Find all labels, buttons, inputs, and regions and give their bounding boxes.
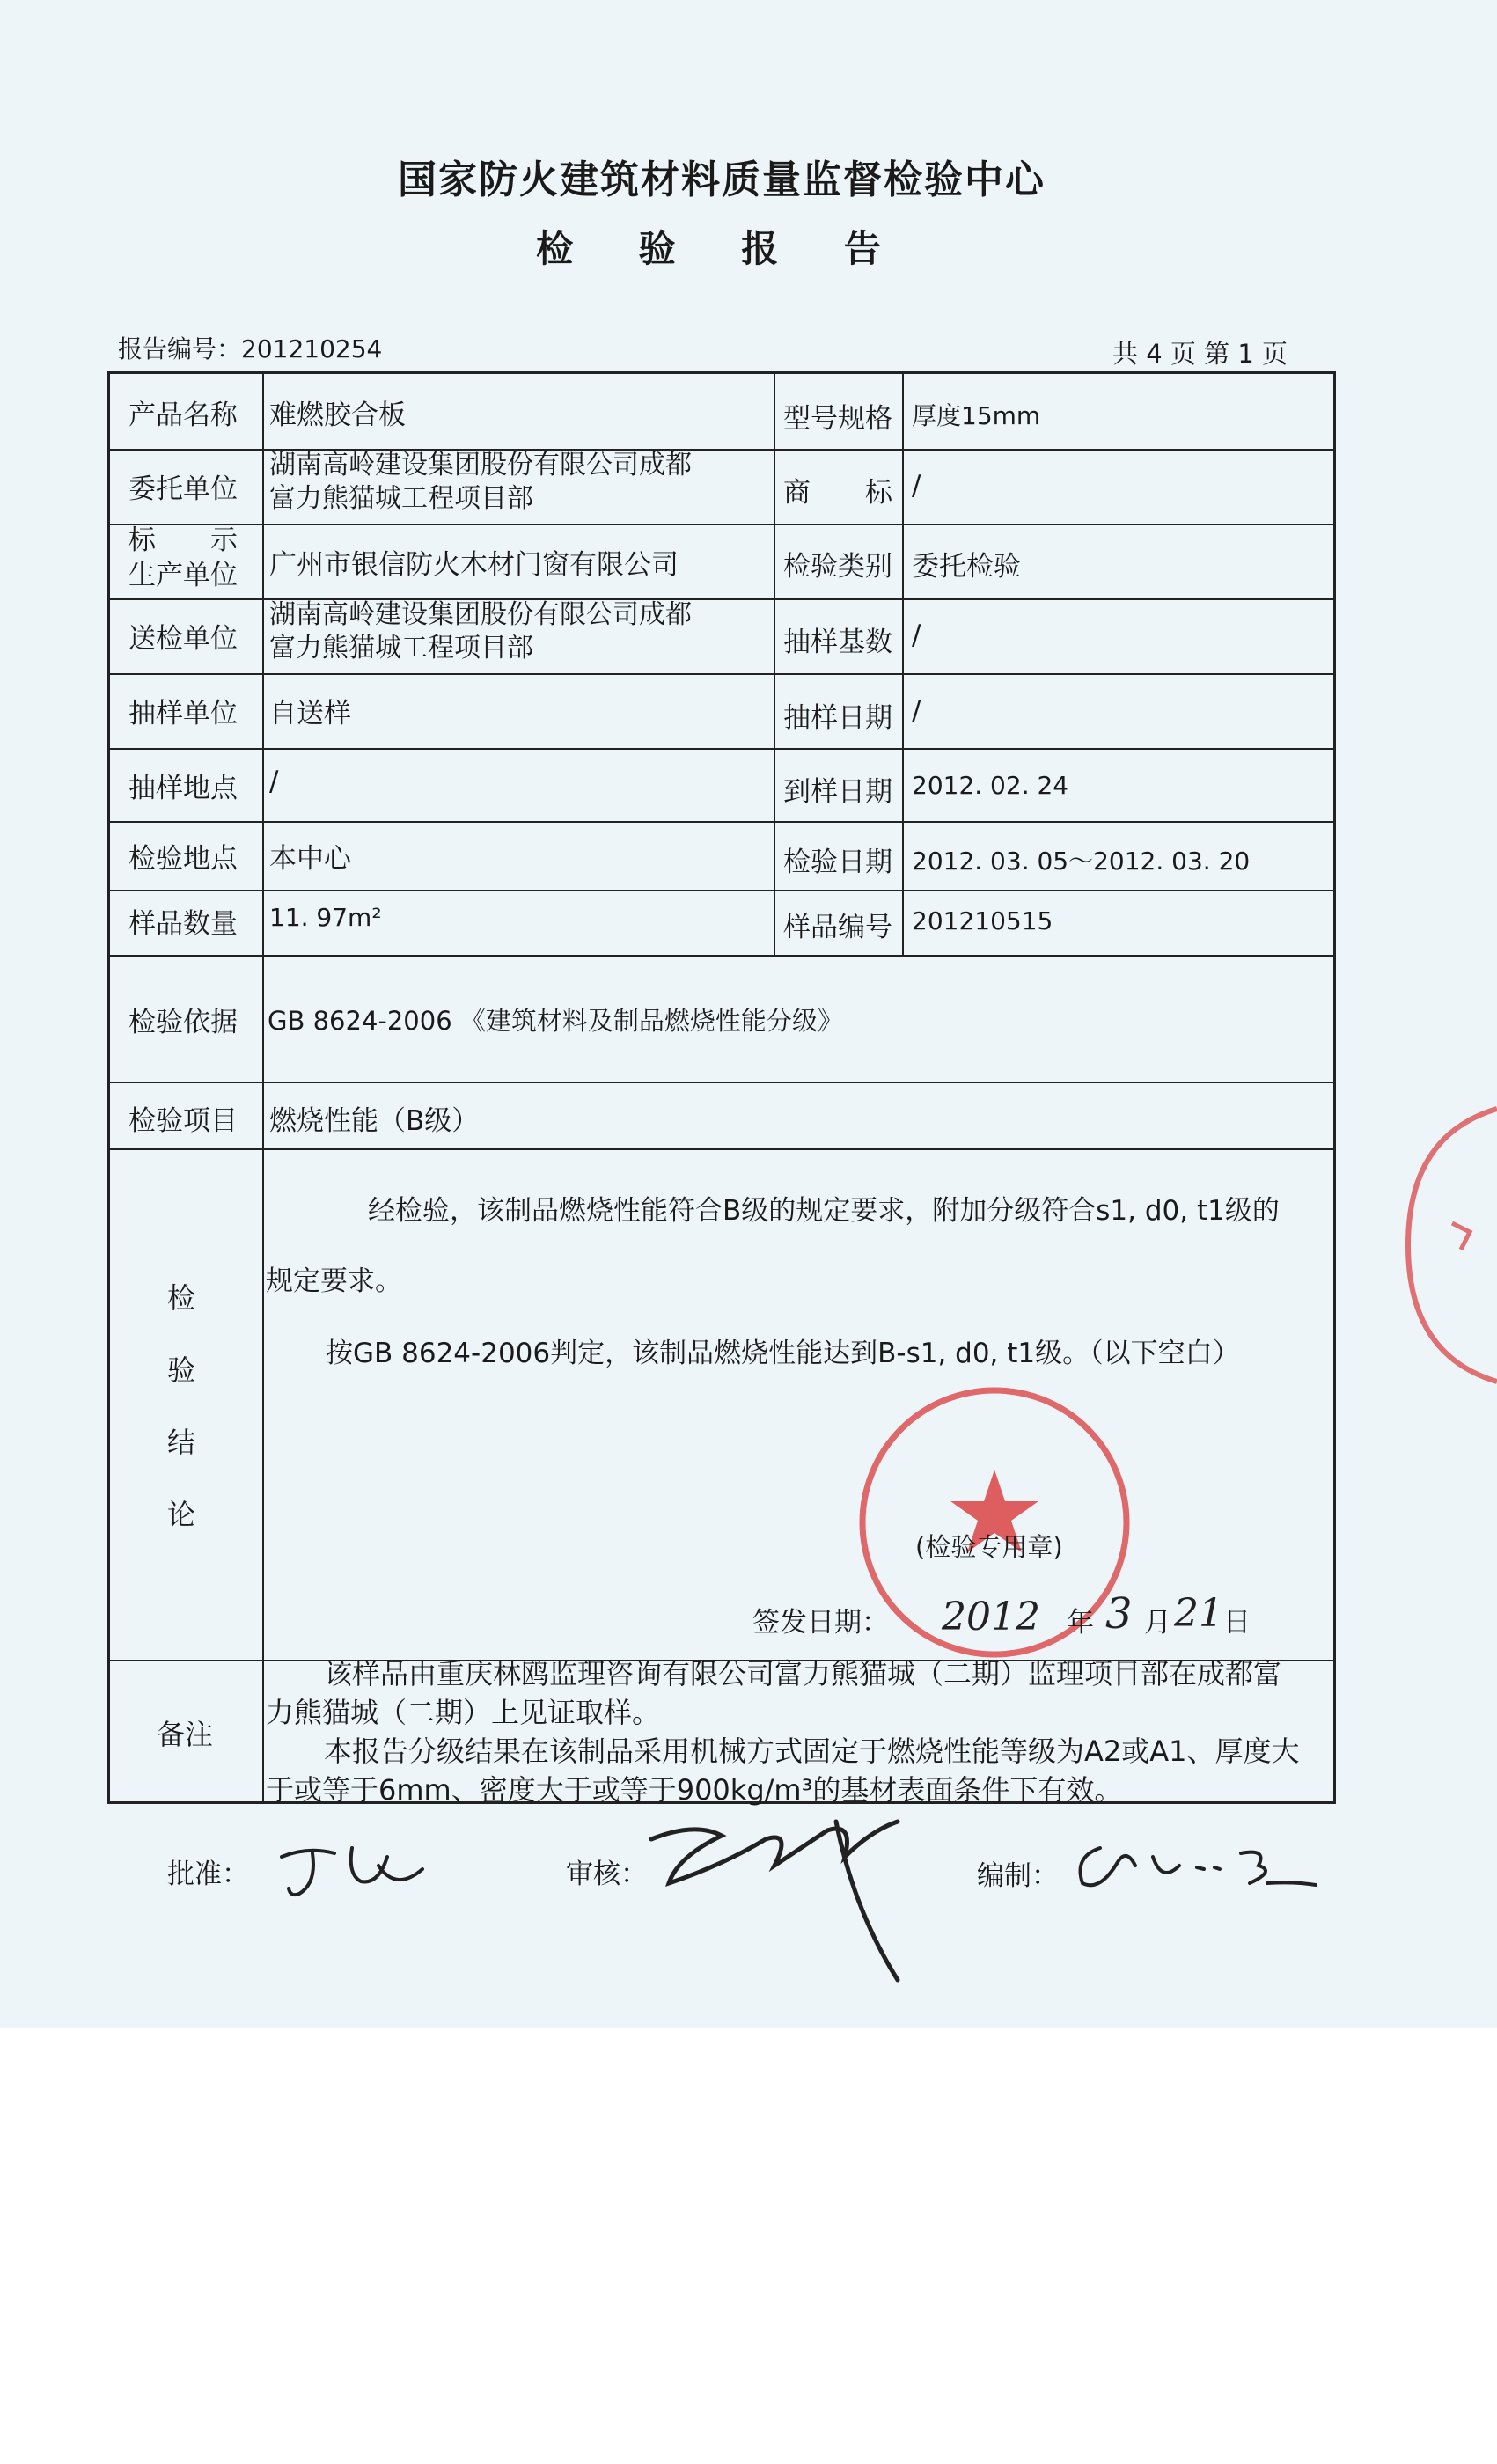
product-name-label: 产品名称 — [128, 400, 238, 431]
product-name-value: 难燃胶合板 — [269, 400, 406, 431]
issue-day: 21 — [1174, 1591, 1223, 1636]
report-number-value: 201210254 — [241, 334, 383, 363]
sample-qty-value: 11. 97m² — [269, 903, 382, 932]
sampling-base-label: 抽样基数 — [783, 627, 892, 658]
arrival-date-label: 到样日期 — [783, 776, 892, 808]
sampling-date-label: 抽样日期 — [783, 702, 892, 734]
review-signature — [642, 1804, 924, 2006]
sampling-place-value: / — [269, 766, 279, 797]
conclusion-label-char: 论 — [167, 1498, 196, 1531]
manufacturer-value: 广州市银信防火木材门窗有限公司 — [269, 549, 679, 581]
review-label: 审核： — [566, 1859, 648, 1890]
sampling-unit-label: 抽样单位 — [128, 698, 238, 730]
client-value-line1: 湖南高岭建设集团股份有限公司成都 — [269, 450, 692, 480]
approve-label: 批准： — [167, 1859, 249, 1890]
manufacturer-label — [128, 523, 238, 593]
compile-signature — [1065, 1830, 1320, 1901]
trademark-label: 商 标 — [783, 477, 892, 509]
issue-year-char: 年 — [1067, 1607, 1094, 1639]
sampling-base-value: / — [912, 620, 921, 651]
issue-month: 3 — [1105, 1589, 1133, 1639]
inspection-date-label: 检验日期 — [783, 847, 892, 878]
conclusion-line3: 按GB 8624-2006判定，该制品燃烧性能达到B-s1, d0, t1级。（以下空白） — [326, 1338, 1240, 1369]
seal-label: (检验专用章) — [915, 1532, 1063, 1562]
inspection-date-value: 2012. 03. 05～2012. 03. 20 — [912, 847, 1251, 876]
conclusion-line2: 规定要求。 — [266, 1265, 402, 1297]
client-value-line2: 富力熊猫城工程项目部 — [269, 483, 533, 514]
sample-qty-label: 样品数量 — [128, 908, 238, 940]
compile-label: 编制： — [977, 1860, 1059, 1892]
page-info: 共 4 页 第 1 页 — [1112, 339, 1288, 369]
arrival-date-value: 2012. 02. 24 — [912, 771, 1069, 800]
sample-no-value: 201210515 — [912, 906, 1053, 935]
report-table — [107, 371, 1336, 1804]
remarks-line3: 本报告分级结果在该制品采用机械方式固定于燃烧性能等级为A2或A1、厚度大 — [324, 1734, 1300, 1768]
manufacturer-label-line1: 标 示 — [128, 524, 238, 556]
client-value — [269, 449, 692, 516]
model-spec-value: 厚度15mm — [912, 401, 1041, 430]
remarks-line1: 该样品由重庆林鸥监理咨询有限公司富力熊猫城（二期）监理项目部在成都富 — [324, 1657, 1282, 1690]
issue-year: 2012 — [942, 1595, 1040, 1639]
submitter-label: 送检单位 — [128, 623, 238, 655]
client-label: 委托单位 — [128, 473, 238, 505]
inspection-type-value: 委托检验 — [912, 551, 1021, 583]
conclusion-label-char: 验 — [167, 1353, 196, 1387]
inspection-type-label: 检验类别 — [783, 551, 892, 583]
conclusion-label-char: 结 — [167, 1426, 196, 1459]
conclusion-line1: 经检验，该制品燃烧性能符合B级的规定要求，附加分级符合s1, d0, t1级的 — [368, 1195, 1280, 1227]
model-spec-label: 型号规格 — [783, 403, 892, 435]
sampling-unit-value: 自送样 — [269, 698, 351, 730]
submitter-value-line1: 湖南高岭建设集团股份有限公司成都 — [269, 599, 692, 630]
sampling-date-value: / — [912, 695, 921, 727]
submitter-value — [269, 598, 692, 665]
sampling-place-label: 抽样地点 — [128, 773, 238, 804]
issue-month-char: 月 — [1144, 1607, 1171, 1639]
report-number — [118, 330, 382, 365]
item-label: 检验项目 — [128, 1105, 238, 1137]
basis-value: GB 8624-2006 《建筑材料及制品燃烧性能分级》 — [268, 1006, 843, 1036]
conclusion-label-char: 检 — [167, 1281, 196, 1315]
remarks-line4: 于或等于6mm、密度大于或等于900kg/m³的基材表面条件下有效。 — [266, 1773, 1123, 1807]
issue-date-label: 签发日期： — [752, 1607, 889, 1639]
manufacturer-label-line2: 生产单位 — [128, 560, 238, 591]
basis-label: 检验依据 — [128, 1007, 238, 1038]
submitter-value-line2: 富力熊猫城工程项目部 — [269, 633, 533, 664]
report-number-label: 报告编号： — [118, 334, 242, 363]
issue-day-char: 日 — [1223, 1607, 1251, 1639]
trademark-value: / — [912, 470, 921, 502]
sample-no-label: 样品编号 — [783, 912, 892, 943]
inspection-place-label: 检验地点 — [128, 843, 238, 875]
item-value: 燃烧性能（B级） — [269, 1105, 480, 1137]
inspection-place-value: 本中心 — [269, 843, 351, 875]
approve-signature — [273, 1830, 431, 1910]
document-title: 国家防火建筑材料质量监督检验中心 — [398, 158, 1046, 202]
remarks-label: 备注 — [157, 1718, 214, 1751]
document-subtitle: 检 验 报 告 — [536, 227, 907, 270]
remarks-line2: 力熊猫城（二期）上见证取样。 — [266, 1696, 661, 1729]
edge-seal-fragment — [1391, 1100, 1497, 1390]
